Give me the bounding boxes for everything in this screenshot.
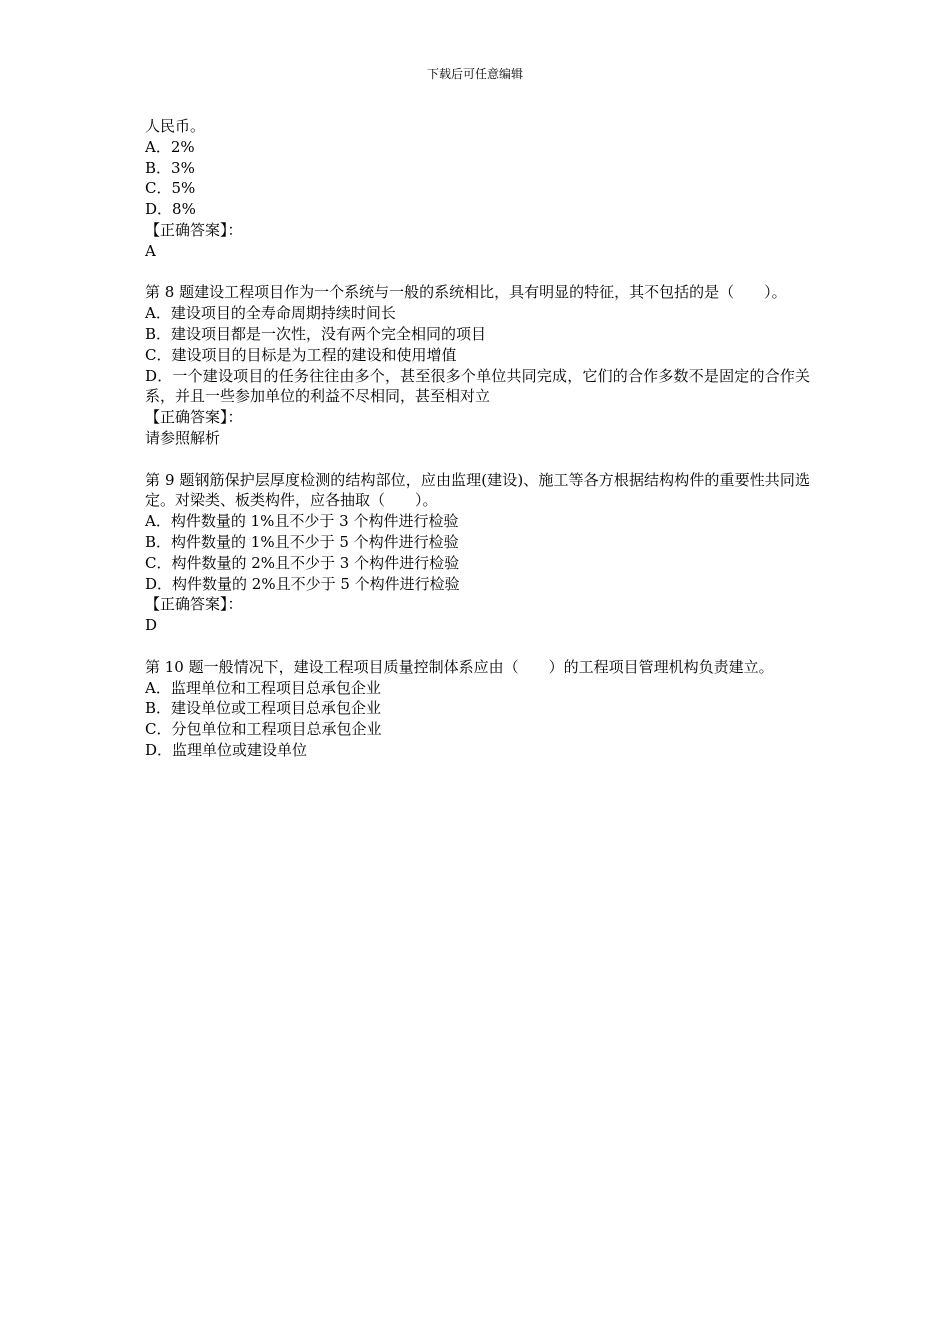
spacer <box>145 636 810 657</box>
option-c: C．建设项目的目标是为工程的建设和使用增值 <box>145 345 457 364</box>
option-d: D．一个建设项目的任务往往由多个，甚至很多个单位共同完成，它们的合作多数不是固定的合作关系，并且一些参加单位的利益不尽相同，甚至相对立 <box>145 366 810 406</box>
option-a: A．构件数量的 1%且不少于 3 个构件进行检验 <box>145 512 459 531</box>
option-d: D．8% <box>145 200 196 219</box>
answer-label: 【正确答案】： <box>145 220 243 239</box>
option-d: D．构件数量的 2%且不少于 5 个构件进行检验 <box>145 574 460 593</box>
spacer <box>145 262 810 283</box>
question-text: 第 10 题一般情况下，建设工程项目质量控制体系应由（ ）的工程项目管理机构负责建立。 <box>145 657 774 676</box>
answer-value: 请参照解析 <box>145 428 221 447</box>
option-a: A．监理单位和工程项目总承包企业 <box>145 678 381 697</box>
spacer <box>145 449 810 470</box>
option-b: B．建设单位或工程项目总承包企业 <box>145 699 382 718</box>
page-header: 下载后可任意编辑 <box>426 67 523 81</box>
question-text: 第 9 题钢筋保护层厚度检测的结构部位，应由监理(建设)、施工等各方根据结构构件的重要性共同选定。对梁类、板类构件，应各抽取（ ）。 <box>145 470 810 510</box>
option-c: C．分包单位和工程项目总承包企业 <box>145 720 382 739</box>
question-block <box>145 116 810 262</box>
question-block <box>145 282 810 448</box>
document-body <box>145 116 810 761</box>
option-d: D．监理单位或建设单位 <box>145 740 308 759</box>
option-b: B．3% <box>145 158 195 177</box>
option-a: A．2% <box>145 137 195 156</box>
question-continuation: 人民币。 <box>145 117 206 135</box>
answer-value: A <box>145 241 156 260</box>
option-b: B．构件数量的 1%且不少于 5 个构件进行检验 <box>145 532 459 551</box>
option-a: A．建设项目的全寿命周期持续时间长 <box>145 304 396 323</box>
option-b: B．建设项目都是一次性，没有两个完全相同的项目 <box>145 324 487 343</box>
question-text: 第 8 题建设工程项目作为一个系统与一般的系统相比，具有明显的特征，其不包括的是（ ）。 <box>145 283 787 302</box>
option-c: C．5% <box>145 179 196 198</box>
answer-value: D <box>145 616 158 635</box>
option-c: C．构件数量的 2%且不少于 3 个构件进行检验 <box>145 553 460 572</box>
question-block <box>145 657 810 761</box>
answer-label: 【正确答案】： <box>145 595 243 614</box>
question-block <box>145 470 810 636</box>
answer-label: 【正确答案】： <box>145 408 243 427</box>
